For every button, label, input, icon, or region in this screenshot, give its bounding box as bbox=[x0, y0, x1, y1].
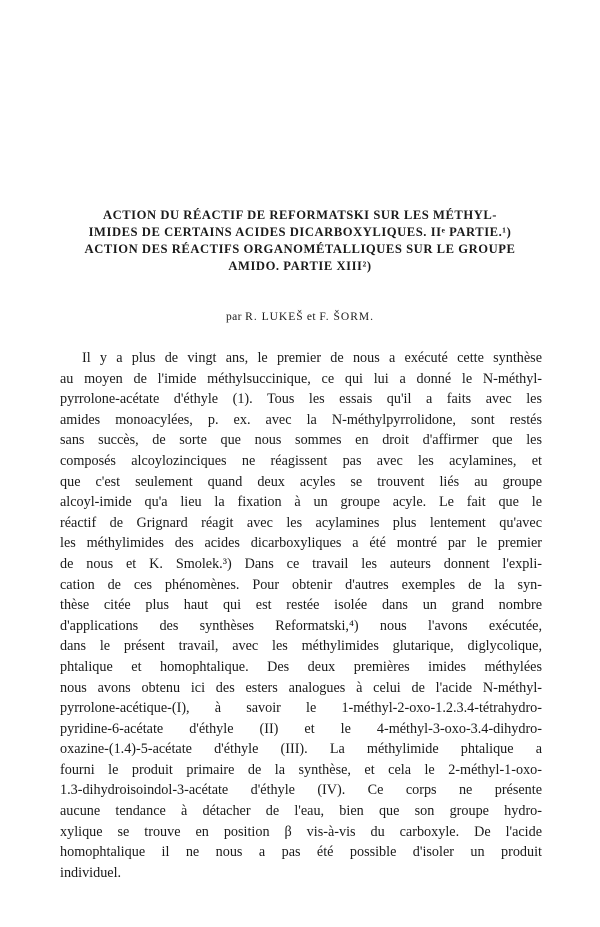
byline-et: et bbox=[306, 311, 317, 323]
body-line: xylique se trouve en position β vis-à-vis du carboxyle. De l'acide bbox=[60, 823, 542, 840]
body-line: d'applications des synthèses Reformatski,⁴) nous l'avons exécutée, bbox=[60, 617, 542, 634]
body-line: alcoyl-imide qu'a lieu la fixation à un groupe acyle. Le fait que le bbox=[60, 494, 542, 511]
body-line: individuel. bbox=[60, 864, 122, 881]
body-line: réactif de Grignard réagit avec les acylamines plus lentement qu'avec bbox=[60, 514, 542, 531]
body-line: sans succès, de sorte que nous sommes en droit d'affirmer que les bbox=[60, 432, 542, 449]
body-line: amides monoacylées, p. ex. avec la N-méthylpyrrolidone, sont restés bbox=[60, 411, 542, 428]
body-paragraph bbox=[60, 348, 542, 883]
body-line: phtalique et homophtalique. Des deux premières imides méthylées bbox=[60, 658, 542, 675]
body-line: au moyen de l'imide méthylsuccinique, ce qui lui a donné le N-méthyl- bbox=[60, 370, 542, 387]
body-line: Il y a plus de vingt ans, le premier de nous a exécuté cette synthèse bbox=[82, 350, 542, 366]
body-line: 1.3-dihydroisoindol-3-acétate d'éthyle (IV). Ce corps ne présente bbox=[60, 782, 542, 799]
body-line: fourni le produit primaire de la synthèse, et cela le 2-méthyl-1-oxo- bbox=[60, 761, 542, 778]
title-line-4: AMIDO. PARTIE XIII²) bbox=[228, 259, 372, 273]
body-line: thèse citée plus haut qui est restée isolée dans un grand nombre bbox=[60, 597, 542, 614]
author-name-2: F. ŠORM. bbox=[319, 311, 375, 323]
article-title bbox=[44, 207, 556, 275]
author-byline bbox=[0, 311, 600, 323]
body-line: nous avons obtenu ici des esters analogues à celui de l'acide N-méthyl- bbox=[60, 679, 542, 696]
body-line: pyridine-6-acétate d'éthyle (II) et le 4-méthyl-3-oxo-3.4-dihydro- bbox=[60, 720, 542, 737]
title-line-3: ACTION DES RÉACTIFS ORGANOMÉTALLIQUES SUR LE GROUPE bbox=[84, 242, 516, 256]
byline-par: par bbox=[225, 311, 242, 323]
body-line: pyrrolone-acétique-(I), à savoir le 1-méthyl-2-oxo-1.2.3.4-tétrahydro- bbox=[60, 700, 542, 717]
body-line: les méthylimides des acides dicarboxyliques a été montré par le premier bbox=[60, 535, 542, 552]
body-line: composés alcoylozinciques ne réagissent pas avec les acylamines, et bbox=[60, 452, 542, 469]
body-line: pyrrolone-acétate d'éthyle (1). Tous les essais qu'il a faits avec les bbox=[60, 391, 542, 408]
title-line-2: IMIDES DE CERTAINS ACIDES DICARBOXYLIQUES. IIᵉ PARTIE.¹) bbox=[88, 225, 512, 239]
body-line: que c'est seulement quand deux acyles se trouvent liés au groupe bbox=[60, 473, 542, 490]
body-line: aucune tendance à détacher de l'eau, bien que son groupe hydro- bbox=[60, 803, 542, 820]
author-name-1: R. LUKEŠ bbox=[245, 311, 304, 323]
body-line: oxazine-(1.4)-5-acétate d'éthyle (III). La méthylimide phtalique a bbox=[60, 741, 542, 758]
body-line: dans le présent travail, avec les méthylimides glutarique, diglycolique, bbox=[60, 638, 542, 655]
title-line-1: ACTION DU RÉACTIF DE REFORMATSKI SUR LES MÉTHYL- bbox=[102, 208, 498, 222]
body-line: de nous et K. Smolek.³) Dans ce travail les auteurs donnent l'expli- bbox=[60, 555, 542, 572]
body-line: cation de ces phénomènes. Pour obtenir d'autres exemples de la syn- bbox=[60, 576, 542, 593]
body-line: homophtalique il ne nous a pas été possible d'isoler un produit bbox=[60, 844, 542, 861]
